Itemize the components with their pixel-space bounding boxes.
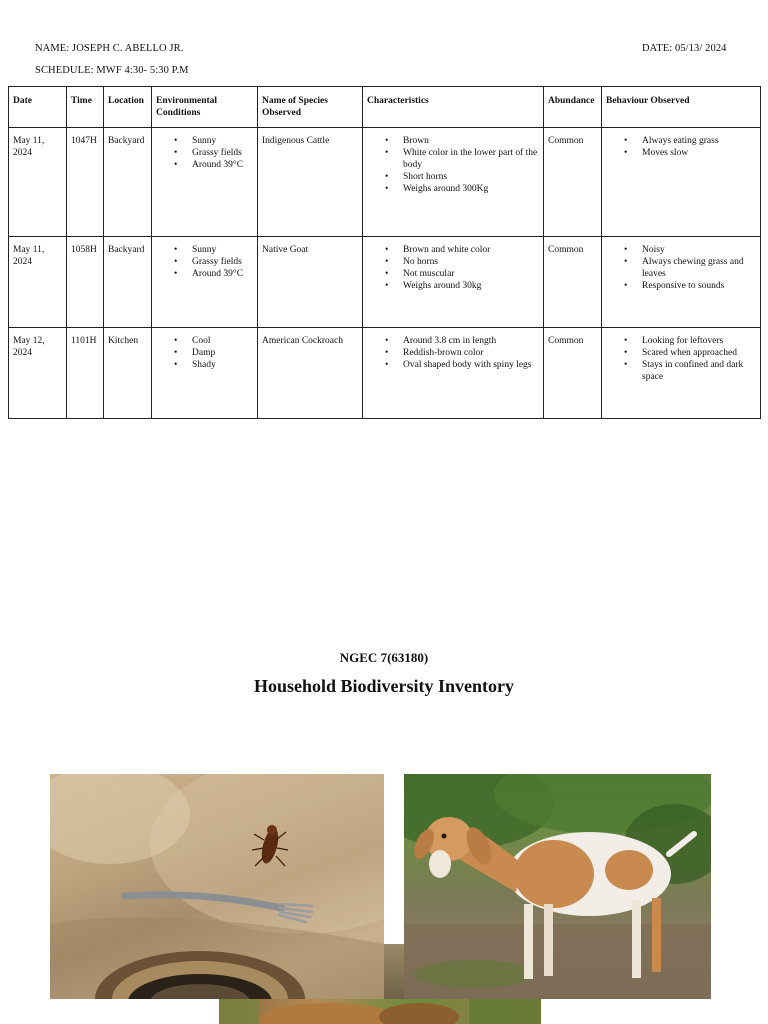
list-item: • Not muscular: [403, 268, 539, 280]
list-item: • Sunny: [192, 135, 253, 147]
cell-abundance: Common: [544, 128, 602, 237]
list-item: • Around 39°C: [192, 268, 253, 280]
class-schedule: SCHEDULE: MWF 4:30- 5:30 P.M: [35, 65, 189, 76]
list-item: • Short horns: [403, 171, 539, 183]
list-item: • Always chewing grass and leaves: [642, 256, 756, 280]
list-item: • White color in the lower part of the body: [403, 147, 539, 171]
column-header-behaviour: Behaviour Observed: [602, 87, 761, 128]
cell-date: May 11, 2024: [9, 237, 67, 328]
cell-date: May 12, 2024: [9, 328, 67, 419]
cell-location: Kitchen: [104, 328, 152, 419]
column-header-time: Time: [67, 87, 104, 128]
cell-conditions: [152, 128, 258, 237]
list-item: • Brown: [403, 135, 539, 147]
cell-characteristics: [363, 328, 544, 419]
cell-species: American Cockroach: [258, 328, 363, 419]
cockroach-photo: [50, 774, 384, 999]
list-item: • Looking for leftovers: [642, 335, 756, 347]
list-item: • Weighs around 30kg: [403, 280, 539, 292]
table-row: [9, 128, 761, 237]
cell-location: Backyard: [104, 128, 152, 237]
table-header-row: [9, 87, 761, 128]
list-item: • Brown and white color: [403, 244, 539, 256]
behaviour-list: [606, 244, 756, 292]
list-item: • Around 39°C: [192, 159, 253, 171]
report-date: DATE: 05/13/ 2024: [642, 43, 727, 54]
goat-photo: [404, 774, 711, 999]
column-header-characteristics: Characteristics: [363, 87, 544, 128]
column-header-date: Date: [9, 87, 67, 128]
cell-time: 1047H: [67, 128, 104, 237]
cell-abundance: Common: [544, 237, 602, 328]
characteristics-list: [367, 135, 539, 195]
table-row: [9, 328, 761, 419]
biodiversity-table: [8, 86, 761, 419]
list-item: • Weighs around 300Kg: [403, 183, 539, 195]
student-name: NAME: JOSEPH C. ABELLO JR.: [35, 43, 184, 54]
behaviour-list: [606, 335, 756, 383]
list-item: • Moves slow: [642, 147, 756, 159]
characteristics-list: [367, 244, 539, 292]
list-item: • Responsive to sounds: [642, 280, 756, 292]
cell-behaviour: [602, 128, 761, 237]
conditions-list: [156, 335, 253, 371]
cell-behaviour: [602, 328, 761, 419]
cattle-photo: [219, 999, 541, 1024]
list-item: • Oval shaped body with spiny legs: [403, 359, 539, 371]
list-item: • Damp: [192, 347, 253, 359]
list-item: • Grassy fields: [192, 256, 253, 268]
page-title: Household Biodiversity Inventory: [253, 676, 515, 696]
cell-time: 1058H: [67, 237, 104, 328]
list-item: • No horns: [403, 256, 539, 268]
list-item: • Reddish-brown color: [403, 347, 539, 359]
list-item: • Sunny: [192, 244, 253, 256]
column-header-conditions: Environmental Conditions: [152, 87, 258, 128]
cattle-photo-art: [219, 999, 541, 1024]
cell-conditions: [152, 237, 258, 328]
list-item: • Noisy: [642, 244, 756, 256]
behaviour-list: [606, 135, 756, 159]
cell-species: Indigenous Cattle: [258, 128, 363, 237]
cell-conditions: [152, 328, 258, 419]
list-item: • Grassy fields: [192, 147, 253, 159]
list-item: • Around 3.8 cm in length: [403, 335, 539, 347]
list-item: • Shady: [192, 359, 253, 371]
cell-species: Native Goat: [258, 237, 363, 328]
characteristics-list: [367, 335, 539, 371]
conditions-list: [156, 244, 253, 280]
cockroach-photo-art: [50, 774, 384, 999]
list-item: • Stays in confined and dark space: [642, 359, 756, 383]
cell-date: May 11, 2024: [9, 128, 67, 237]
cell-location: Backyard: [104, 237, 152, 328]
cell-time: 1101H: [67, 328, 104, 419]
list-item: • Always eating grass: [642, 135, 756, 147]
cell-characteristics: [363, 128, 544, 237]
cell-behaviour: [602, 237, 761, 328]
cell-abundance: Common: [544, 328, 602, 419]
course-code: NGEC 7(63180): [339, 650, 429, 665]
list-item: • Cool: [192, 335, 253, 347]
conditions-list: [156, 135, 253, 171]
goat-photo-art: [404, 774, 711, 999]
list-item: • Scared when approached: [642, 347, 756, 359]
cell-characteristics: [363, 237, 544, 328]
column-header-abundance: Abundance: [544, 87, 602, 128]
column-header-location: Location: [104, 87, 152, 128]
table-row: [9, 237, 761, 328]
photo-edge-strip: [384, 944, 404, 999]
column-header-species: Name of Species Observed: [258, 87, 363, 128]
